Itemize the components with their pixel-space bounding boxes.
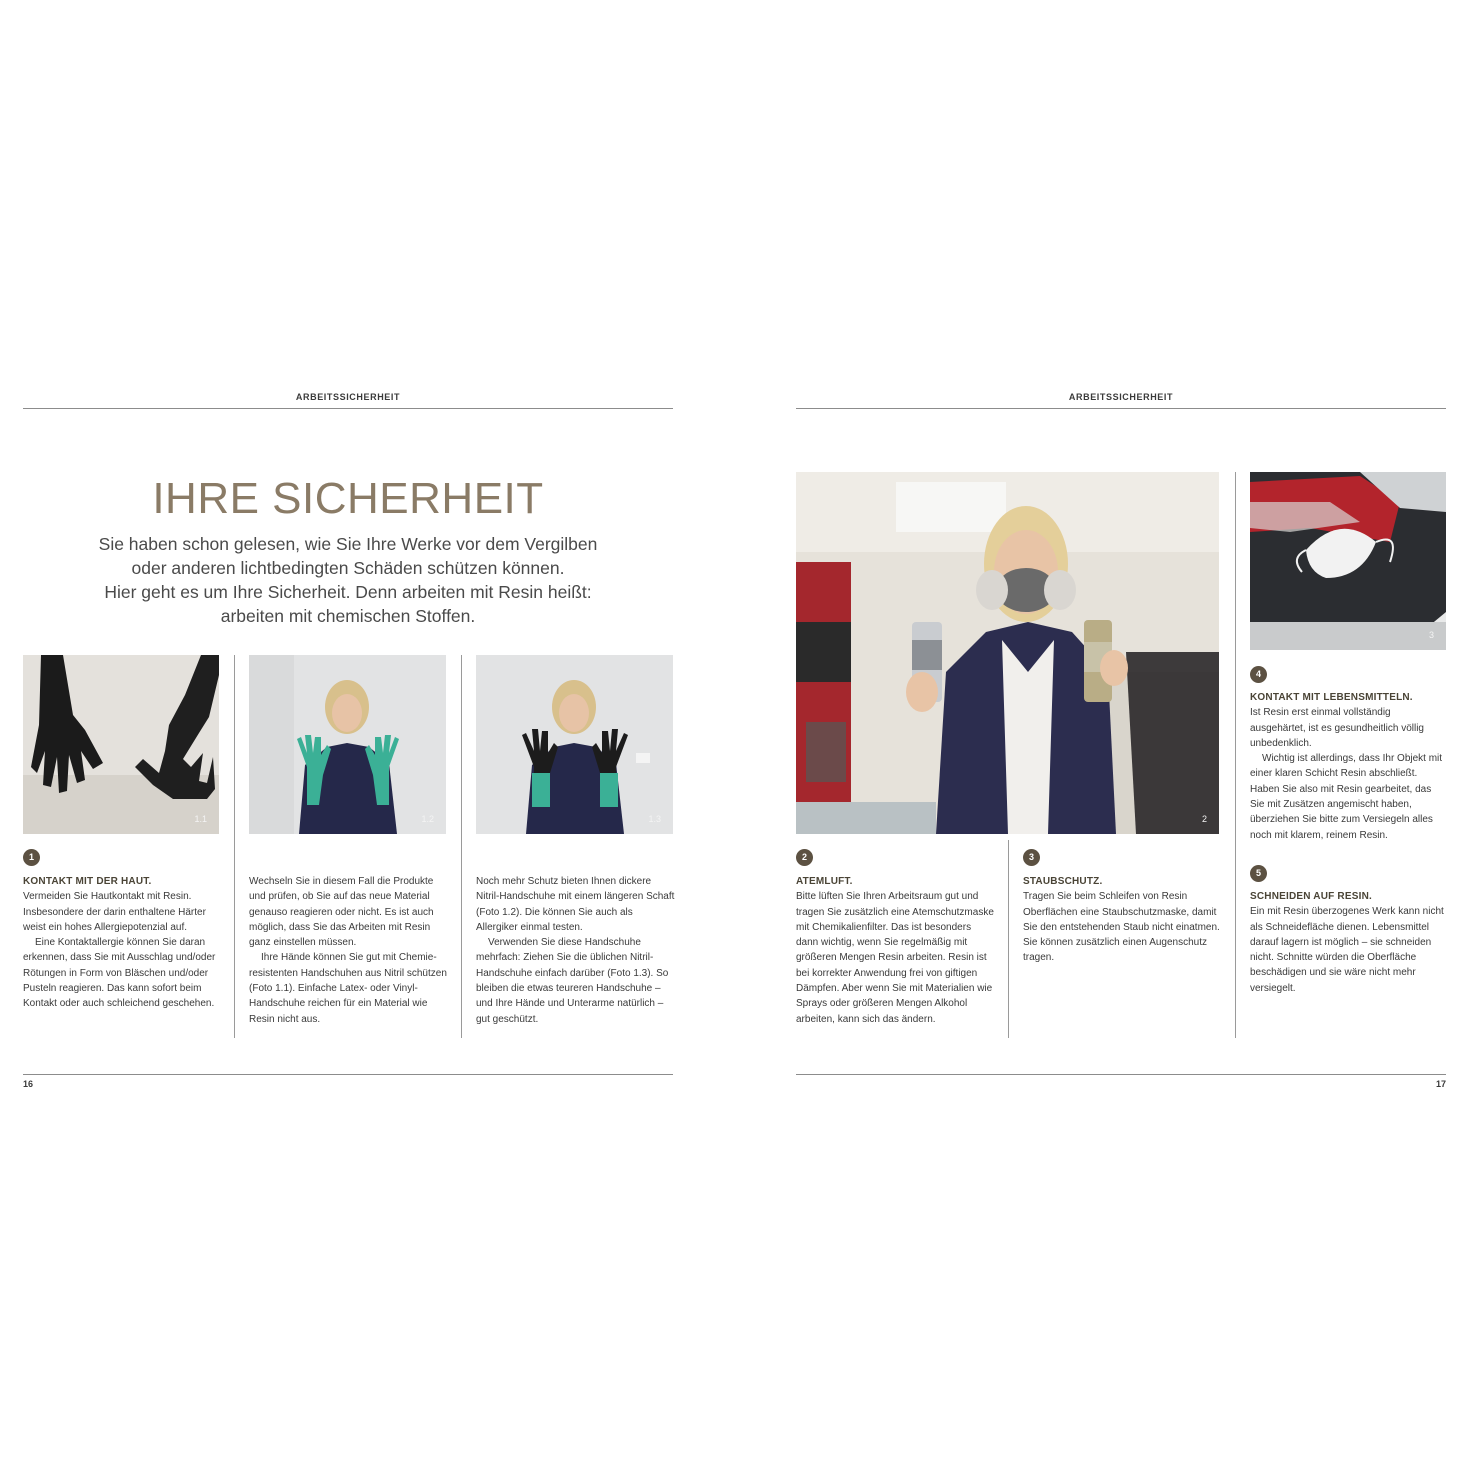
text-column-products — [249, 874, 449, 1027]
text-column-dust — [1023, 874, 1221, 966]
section-number-badge: 3 — [1023, 849, 1040, 866]
lead-line: arbeiten mit chemischen Stoffen. — [220, 606, 476, 626]
photo-label: 3 — [1428, 630, 1434, 640]
column-rule — [1235, 472, 1236, 1038]
photo-label: 1.2 — [421, 814, 434, 824]
lead-line: Hier geht es um Ihre Sicherheit. Denn arbeiten mit Resin heißt: — [104, 582, 592, 602]
section-heading: SCHNEIDEN AUF RESIN. — [1250, 891, 1372, 902]
body-paragraph: Eine Kontaktallergie können Sie daran erkennen, dass Sie mit Ausschlag und/oder Rötungen in Form von Bläschen und/oder Pusteln reagieren. Das kann sofort beim Kontakt oder auch schleichend geschehen. — [23, 937, 216, 1010]
running-head: ARBEITSSICHERHEIT — [295, 392, 401, 402]
section-number-badge: 2 — [796, 849, 813, 866]
photo-respirator — [796, 472, 1219, 834]
body-paragraph: Wechseln Sie in diesem Fall die Produkte und prüfen, ob Sie auf das neue Material genauso reagieren oder nicht. Es ist auch möglich, dass Sie das Arbeiten mit Resin ganz einstellen müssen. — [249, 876, 434, 949]
page-number: 16 — [23, 1079, 34, 1089]
text-column-food-contact — [1250, 690, 1446, 843]
header-rule — [23, 408, 673, 409]
section-number-badge: 5 — [1250, 865, 1267, 882]
body-paragraph: Bitte lüften Sie Ihren Arbeitsraum gut und tragen Sie zusätzlich eine Atemschutzmaske mit Chemikalienfilter. Das ist besonders dann wichtig, wenn Sie regelmäßig mit größeren Mengen Resin arbeiten. Resin ist bei korrekter Anwendung frei von giftigen Dämpfen. Aber wenn Sie mit Materialien wie Sprays oder größeren Mengen Alkohol arbeiten, kann sich das ändern. — [796, 891, 994, 1025]
column-rule — [1008, 840, 1009, 1038]
photo-label: 1.3 — [648, 814, 661, 824]
photo-green-gloves — [249, 655, 446, 834]
lead-paragraph — [60, 532, 636, 628]
section-heading: KONTAKT MIT DER HAUT. — [23, 876, 152, 887]
footer-rule — [796, 1074, 1446, 1075]
section-number-badge: 1 — [23, 849, 40, 866]
lead-line: Sie haben schon gelesen, wie Sie Ihre Werke vor dem Vergilben — [98, 534, 598, 554]
text-column-breathing — [796, 874, 994, 1027]
photo-dust-mask — [1250, 472, 1446, 650]
section-number-badge: 4 — [1250, 666, 1267, 683]
body-paragraph: Vermeiden Sie Hautkontakt mit Resin. Insbesondere der darin enthaltene Härter weist ein hohes Allergiepotenzial auf. — [23, 891, 206, 933]
column-rule — [234, 655, 235, 1038]
section-heading: ATEMLUFT. — [796, 876, 853, 887]
photo-double-gloves — [476, 655, 673, 834]
body-paragraph: Noch mehr Schutz bieten Ihnen dickere Nitril-Handschuhe mit einem längeren Schaft (Foto 1.2). Die können Sie auch als Allergiker einmal testen. — [476, 876, 675, 933]
running-head: ARBEITSSICHERHEIT — [1068, 392, 1174, 402]
body-paragraph: Tragen Sie beim Schleifen von Resin Oberflächen eine Staubschutzmaske, damit Sie den entstehenden Staub nicht einatmen. Sie können zusätzlich einen Augenschutz tragen. — [1023, 891, 1220, 964]
header-rule — [796, 408, 1446, 409]
photo-label: 2 — [1201, 814, 1207, 824]
body-paragraph: Ein mit Resin überzogenes Werk kann nicht als Schneidefläche dienen. Lebensmittel darauf lagern ist möglich – sie schneiden nicht. Schnitte würden die Oberfläche beschädigen und sie wäre nicht mehr versiegelt. — [1250, 906, 1444, 994]
photo-black-gloves — [23, 655, 219, 834]
lead-line: oder anderen lichtbedingten Schäden schützen können. — [131, 558, 565, 578]
photo-label: 1.1 — [194, 814, 207, 824]
text-column-cutting — [1250, 889, 1446, 996]
text-column-gloves — [476, 874, 676, 1027]
body-paragraph: Verwenden Sie diese Handschuhe mehrfach: Ziehen Sie die üblichen Nitril-Handschuhe einfach darüber (Foto 1.3). So bleiben die etwas teureren Handschuhe – und Ihre Hände und Unterarme natürlich – gut geschützt. — [476, 937, 669, 1025]
page-number: 17 — [1435, 1079, 1446, 1089]
body-paragraph: Ist Resin erst einmal vollständig ausgehärtet, ist es gesundheitlich völlig unbedenklich. — [1250, 707, 1424, 749]
page-title: IHRE SICHERHEIT — [152, 474, 544, 523]
text-column-skin-contact — [23, 874, 223, 1012]
body-paragraph: Wichtig ist allerdings, dass Ihr Objekt mit einer klaren Schicht Resin abschließt. Haben Sie also mit Resin gearbeitet, das Sie mit Zusätzen angemischt haben, überziehen Sie bitte zum Versiegeln alles noch mit klarem, reinem Resin. — [1250, 753, 1443, 841]
section-heading: STAUBSCHUTZ. — [1023, 876, 1103, 887]
section-heading: KONTAKT MIT LEBENSMITTELN. — [1250, 692, 1413, 703]
column-rule — [461, 655, 462, 1038]
right-page — [735, 0, 1470, 1471]
footer-rule — [23, 1074, 673, 1075]
body-paragraph: Ihre Hände können Sie gut mit Chemie-resistenten Handschuhen aus Nitril schützen (Foto 1.1). Einfache Latex- oder Vinyl-Handschuhe reichen für ein Material wie Resin nicht aus. — [249, 952, 447, 1025]
